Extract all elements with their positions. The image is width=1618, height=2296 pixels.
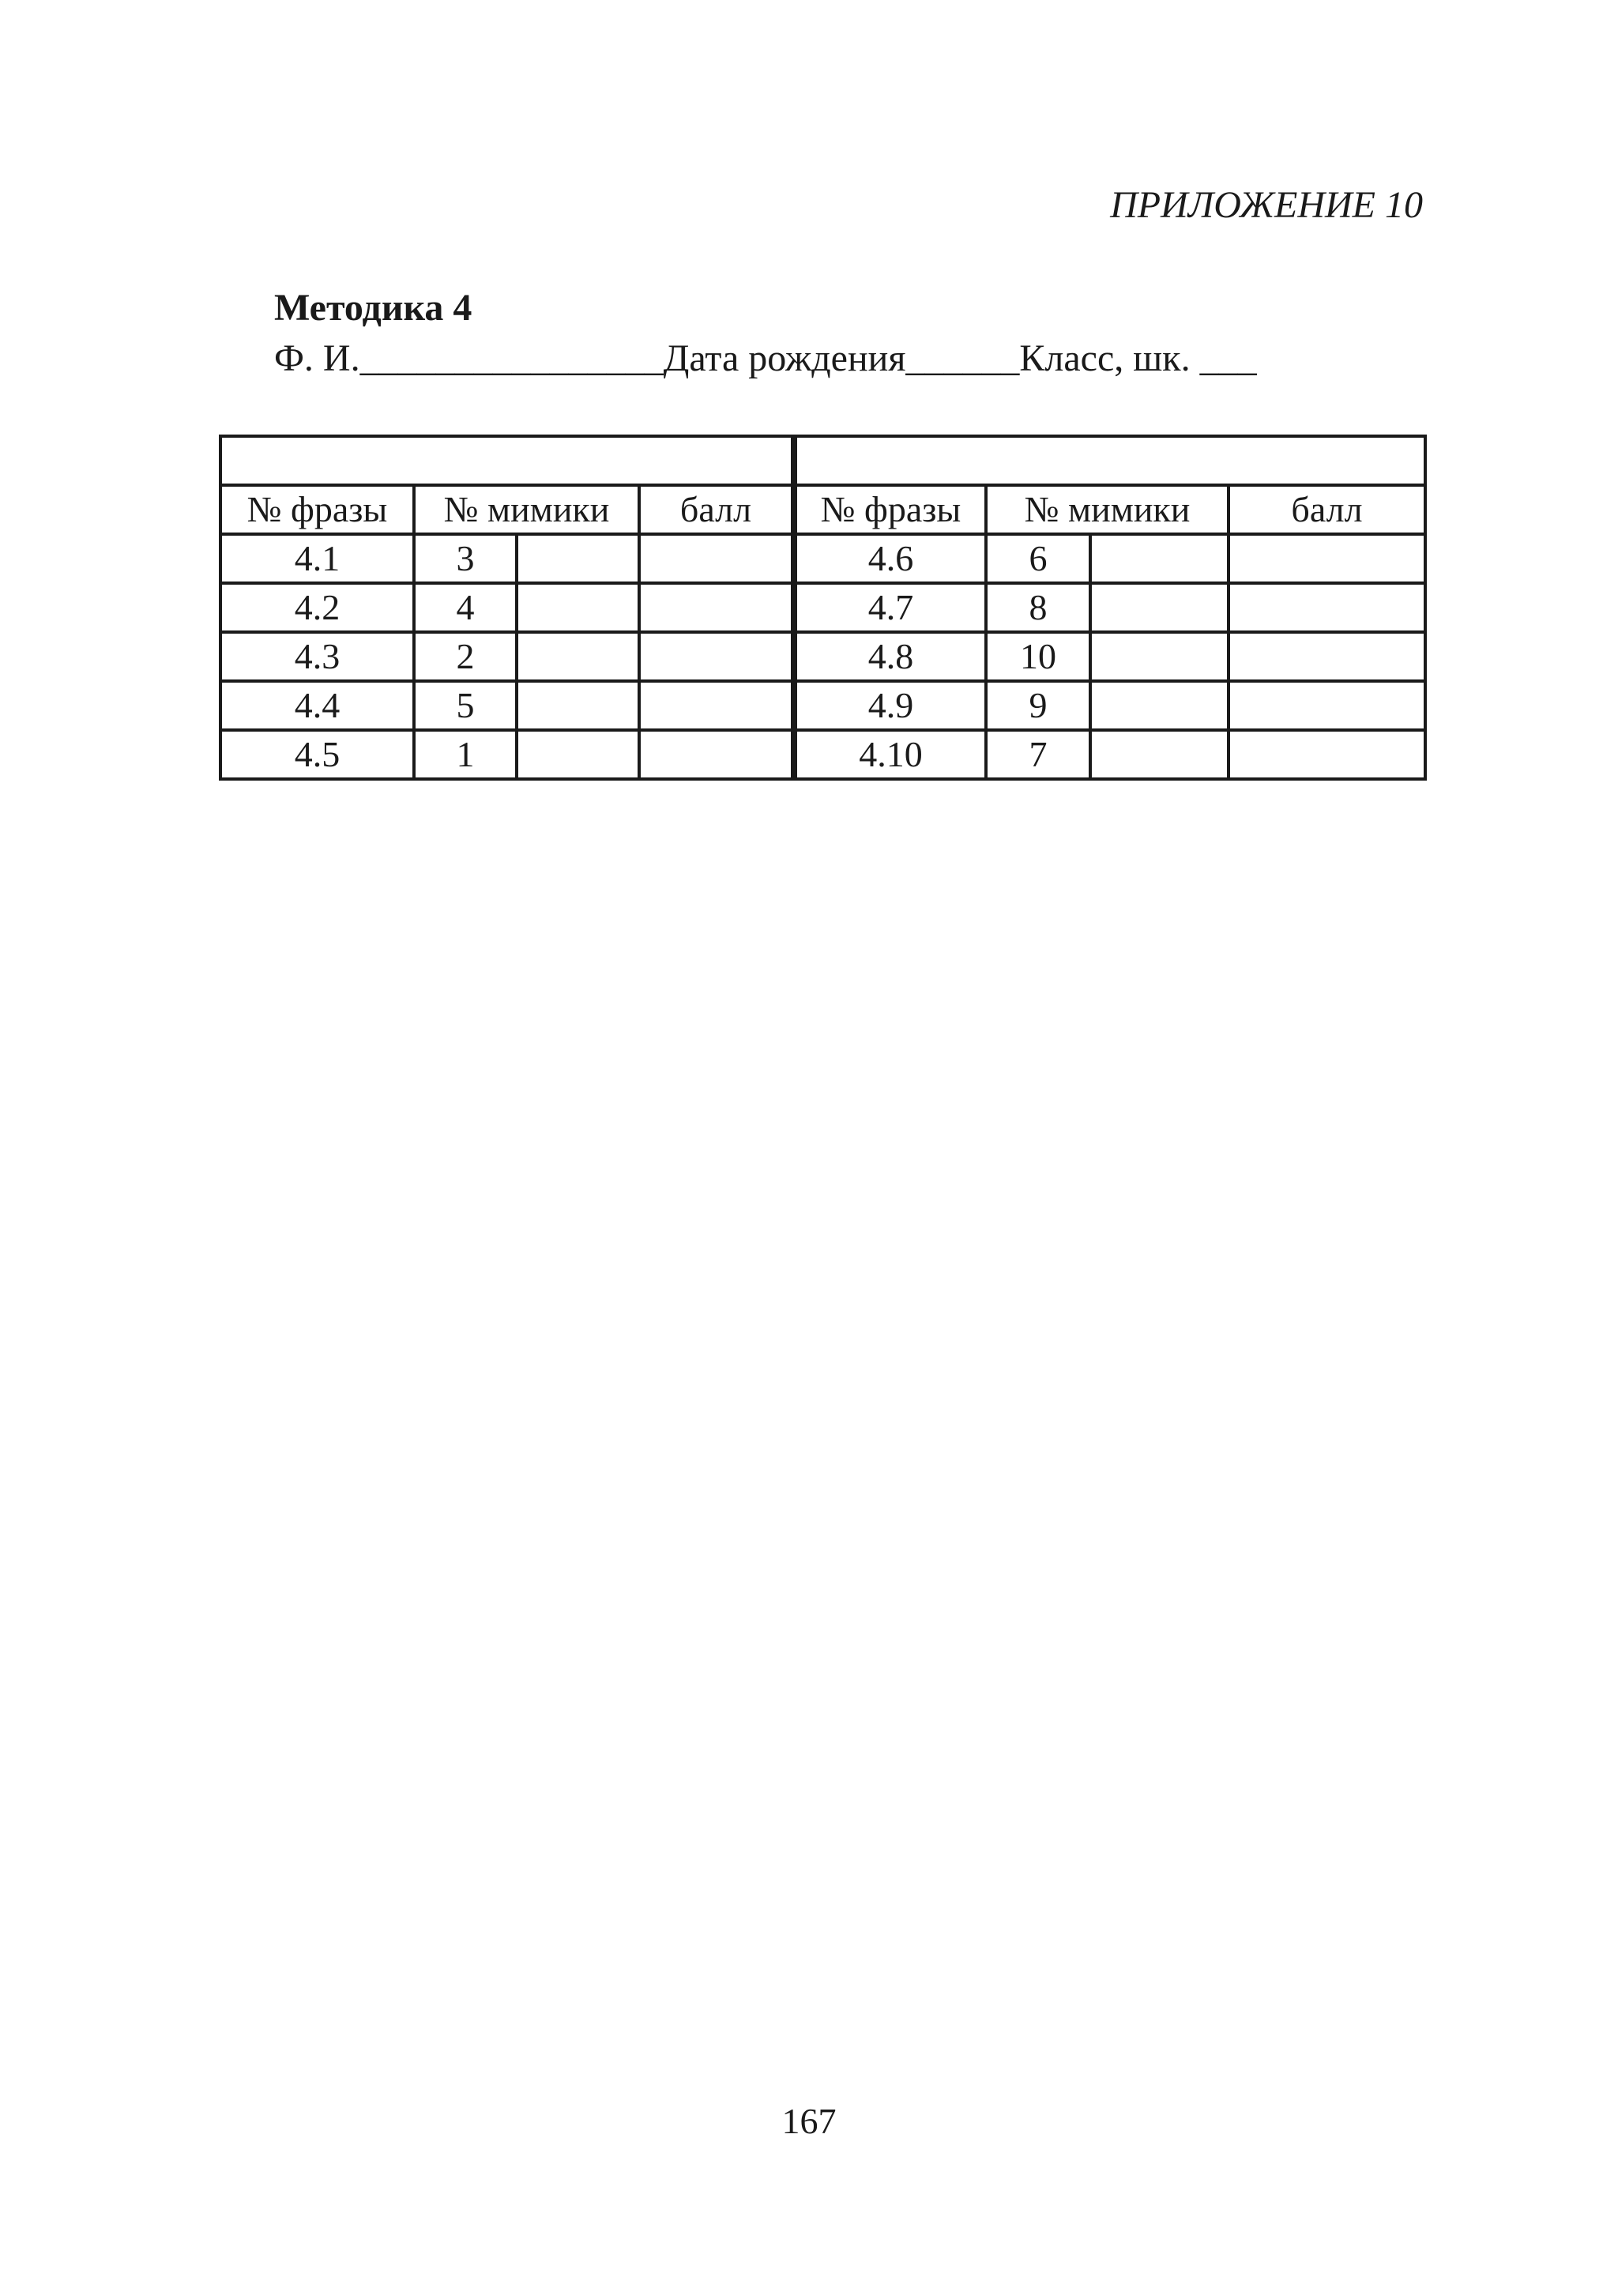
table-row [220,583,1425,632]
score-cell[interactable] [1229,583,1425,632]
mimic-cell: 6 [986,534,1090,583]
answer-cell[interactable] [517,534,639,583]
mimic-cell: 4 [414,583,517,632]
table-header-row [220,485,1425,534]
method-title: Методика 4 [274,287,472,329]
table-row [220,681,1425,730]
score-cell[interactable] [1229,681,1425,730]
results-table [219,435,1427,781]
score-cell[interactable] [1229,632,1425,681]
phrase-cell: 4.9 [794,681,986,730]
mimic-cell: 8 [986,583,1090,632]
phrase-cell: 4.6 [794,534,986,583]
score-cell[interactable] [639,534,794,583]
page-number: 167 [781,2101,837,2141]
answer-cell[interactable] [517,681,639,730]
header-mimic-right: № мимики [986,485,1229,534]
answer-cell[interactable] [1090,681,1229,730]
table-row [220,534,1425,583]
mimic-cell: 5 [414,681,517,730]
header-mimic-left: № мимики [414,485,639,534]
header-phrase-left: № фразы [220,485,414,534]
answer-cell[interactable] [1090,730,1229,779]
phrase-cell: 4.10 [794,730,986,779]
score-cell[interactable] [1229,534,1425,583]
header-score-right: балл [1229,485,1425,534]
left-group-header-cell [220,436,794,485]
phrase-cell: 4.3 [220,632,414,681]
mimic-cell: 1 [414,730,517,779]
form-fields-line: Ф. И.________________Дата рождения______Класс, шк. ___ [274,337,1257,379]
mimic-cell: 7 [986,730,1090,779]
score-cell[interactable] [639,632,794,681]
answer-cell[interactable] [1090,534,1229,583]
table-row [220,730,1425,779]
score-cell[interactable] [639,681,794,730]
phrase-cell: 4.8 [794,632,986,681]
answer-cell[interactable] [517,583,639,632]
mimic-cell: 3 [414,534,517,583]
phrase-cell: 4.2 [220,583,414,632]
answer-cell[interactable] [1090,632,1229,681]
answer-cell[interactable] [517,632,639,681]
phrase-cell: 4.7 [794,583,986,632]
mimic-cell: 10 [986,632,1090,681]
score-cell[interactable] [639,583,794,632]
score-cell[interactable] [1229,730,1425,779]
right-group-header-cell [794,436,1425,485]
header-score-left: балл [639,485,794,534]
mimic-cell: 9 [986,681,1090,730]
mimic-cell: 2 [414,632,517,681]
score-cell[interactable] [639,730,794,779]
answer-cell[interactable] [1090,583,1229,632]
answer-cell[interactable] [517,730,639,779]
phrase-cell: 4.5 [220,730,414,779]
table-top-row [220,436,1425,485]
phrase-cell: 4.4 [220,681,414,730]
phrase-cell: 4.1 [220,534,414,583]
appendix-heading: ПРИЛОЖЕНИЕ 10 [1110,184,1423,226]
table-row [220,632,1425,681]
header-phrase-right: № фразы [794,485,986,534]
